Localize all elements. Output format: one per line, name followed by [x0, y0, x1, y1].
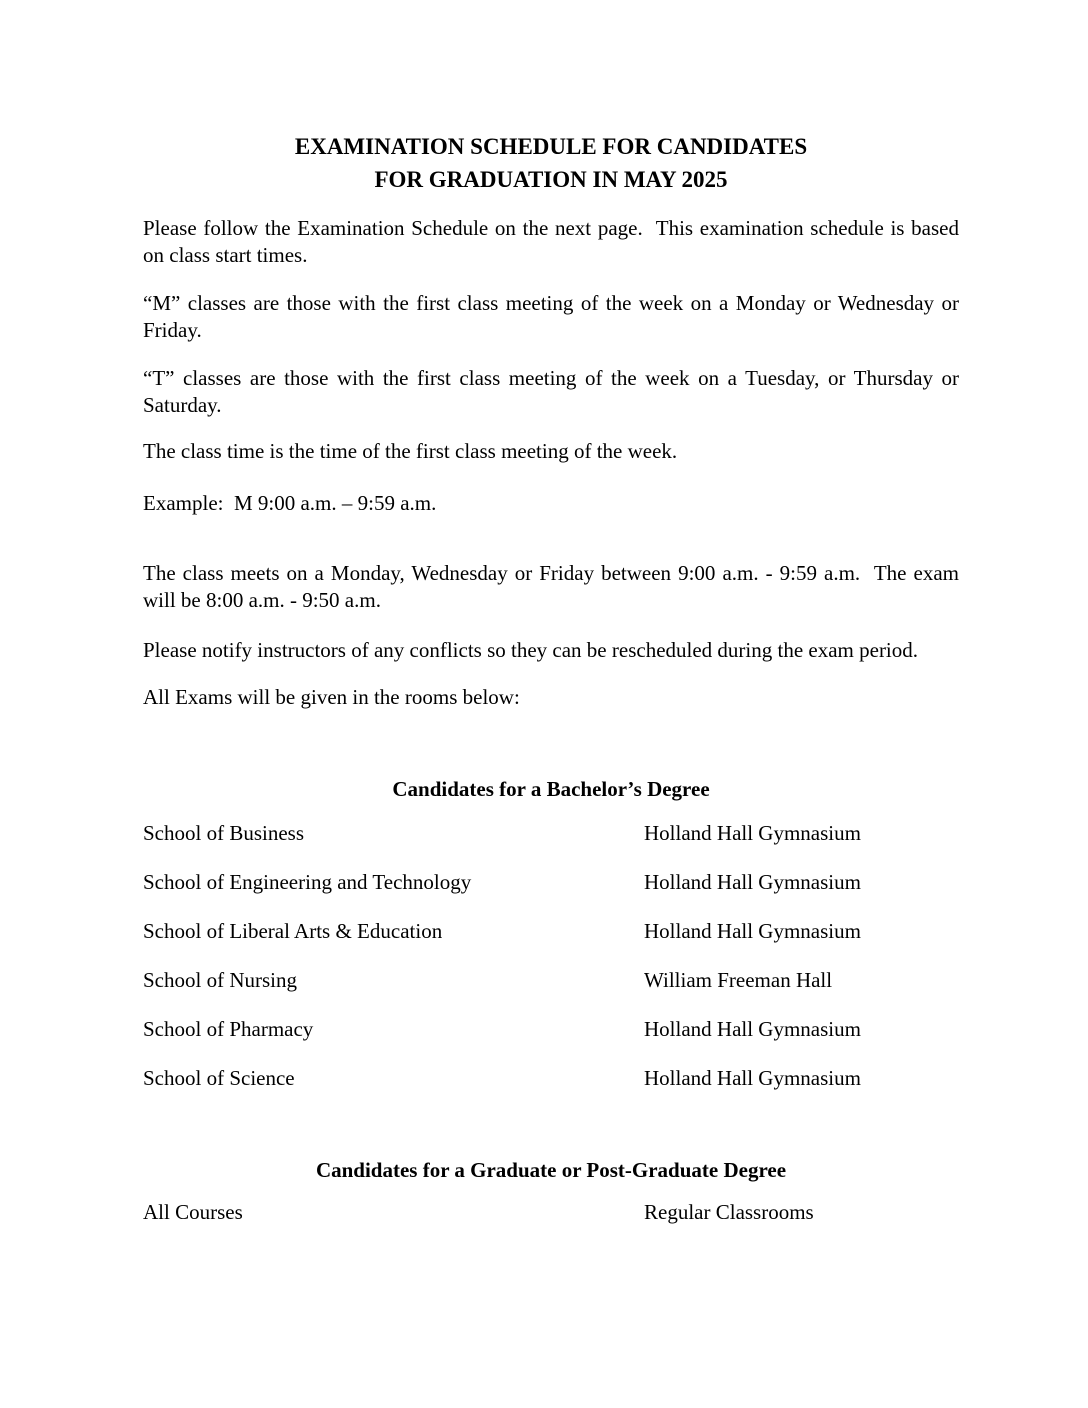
room-assignment-row [143, 1065, 959, 1092]
paragraph-exam-time: The class meets on a Monday, Wednesday or Friday between 9:00 a.m. - 9:59 a.m. The exam will be 8:00 a.m. - 9:50 a.m. [143, 561, 959, 612]
room-location: Holland Hall Gymnasium [644, 919, 861, 943]
school-name: School of Business [143, 821, 305, 845]
room-assignment-row [143, 1016, 959, 1043]
room-location: Holland Hall Gymnasium [644, 1066, 861, 1090]
paragraph-rooms-below: All Exams will be given in the rooms below: [143, 685, 520, 709]
school-name: School of Engineering and Technology [143, 870, 472, 894]
room-assignment-row [143, 918, 959, 945]
room-location: Regular Classrooms [644, 1200, 814, 1224]
paragraph-conflicts: Please notify instructors of any conflicts so they can be rescheduled during the exam period. [143, 638, 919, 662]
room-location: Holland Hall Gymnasium [644, 1017, 861, 1041]
school-name: School of Nursing [143, 968, 297, 992]
school-name: School of Pharmacy [143, 1017, 314, 1041]
section-heading-bachelor: Candidates for a Bachelor’s Degree [392, 777, 710, 801]
school-name: School of Science [143, 1066, 295, 1090]
room-assignment-row [143, 869, 959, 896]
school-name: All Courses [143, 1200, 243, 1224]
document-title-line2: FOR GRADUATION IN MAY 2025 [374, 167, 728, 192]
school-name: School of Liberal Arts & Education [143, 919, 443, 943]
document-title [143, 130, 959, 196]
room-location: Holland Hall Gymnasium [644, 870, 861, 894]
paragraph-m-classes: “M” classes are those with the first class meeting of the week on a Monday or Wednesday or Friday. [143, 291, 959, 342]
paragraph-intro: Please follow the Examination Schedule on the next page. This examination schedule is based on class start times. [143, 216, 959, 267]
paragraph-class-time: The class time is the time of the first class meeting of the week. [143, 439, 678, 463]
room-location: Holland Hall Gymnasium [644, 821, 861, 845]
room-assignment-row [143, 967, 959, 994]
room-assignment-row [143, 820, 959, 847]
room-location: William Freeman Hall [644, 968, 833, 992]
paragraph-t-classes: “T” classes are those with the first class meeting of the week on a Tuesday, or Thursday or Saturday. [143, 366, 959, 417]
paragraph-example: Example: M 9:00 a.m. – 9:59 a.m. [143, 491, 437, 515]
section-heading-graduate: Candidates for a Graduate or Post-Graduate Degree [315, 1158, 787, 1182]
room-assignment-row [143, 1199, 959, 1226]
document-title-line1: EXAMINATION SCHEDULE FOR CANDIDATES [294, 134, 808, 159]
